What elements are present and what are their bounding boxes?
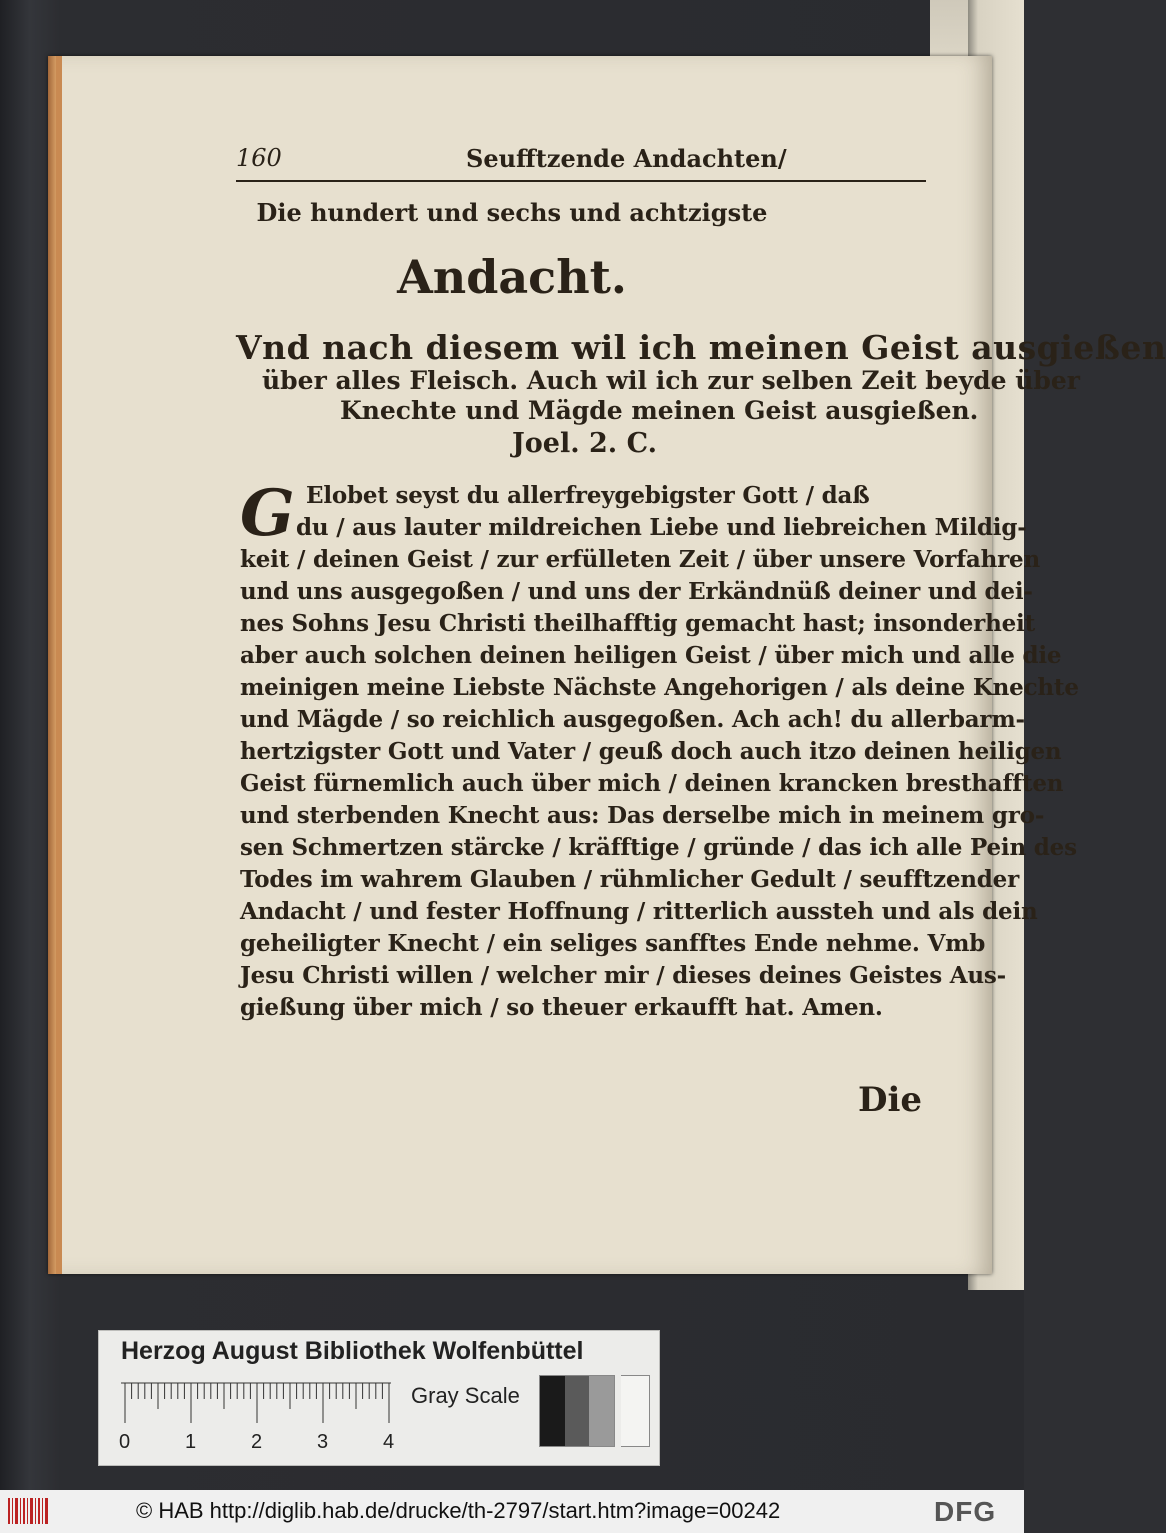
- drop-cap: G: [240, 476, 295, 551]
- ruler-number: 1: [185, 1431, 197, 1453]
- running-head: [236, 140, 926, 182]
- body-line: du / aus lauter mildreichen Liebe und liebreichen Mildig-: [296, 514, 1027, 541]
- body-line: Elobet seyst du allerfreygebigster Gott / daß: [306, 482, 870, 509]
- white-patch: [621, 1375, 650, 1447]
- grayscale-label: Gray Scale: [411, 1383, 520, 1408]
- gray-patch: [540, 1376, 565, 1446]
- body-line: hertzigster Gott und Vater / geuß doch auch itzo deinen heiligen: [240, 738, 1062, 765]
- body-line: und Mägde / so reichlich ausgegoßen. Ach ach! du allerbarm-: [240, 706, 1025, 733]
- body-line: gießung über mich / so theuer erkaufft hat. Amen.: [240, 994, 883, 1021]
- barcode-icon: [8, 1498, 48, 1524]
- devotion-number: Die hundert und sechs und achtzigste: [256, 198, 768, 227]
- dfg-logo: DFG: [934, 1496, 997, 1527]
- ruler-number: 3: [317, 1431, 329, 1453]
- body-line: nes Sohns Jesu Christi theilhafftig gemacht hast; insonderheit: [240, 610, 1036, 637]
- color-card: [98, 1330, 660, 1466]
- body-line: Geist fürnemlich auch über mich / deinen krancken bresthafften: [240, 770, 1064, 797]
- ruler-number: 0: [119, 1431, 131, 1453]
- ruler-number: 4: [383, 1431, 395, 1453]
- body-line: sen Schmertzen stärcke / kräfftige / gründe / das ich alle Pein des: [240, 834, 1077, 861]
- body-line: und sterbenden Knecht aus: Das derselbe mich in meinem gro-: [240, 802, 1045, 829]
- body-line: und uns ausgegoßen / und uns der Erkändnüß deiner und dei-: [240, 578, 1033, 605]
- page-number: 160: [236, 144, 282, 172]
- body-line: aber auch solchen deinen heiligen Geist / über mich und alle die: [240, 642, 1062, 669]
- verse-reference: Joel. 2. C.: [512, 428, 658, 459]
- ruler-number: 2: [251, 1431, 263, 1453]
- verse-line: Knechte und Mägde meinen Geist ausgießen.: [340, 396, 979, 425]
- body-line: geheiligter Knecht / ein seliges sanfftes Ende nehme. Vmb: [240, 930, 986, 957]
- body-line: Jesu Christi willen / welcher mir / dieses deines Geistes Aus-: [240, 962, 1007, 989]
- body-line: meinigen meine Liebste Nächste Angehorigen / als deine Knechte: [240, 674, 1079, 701]
- body-line: Andacht / und fester Hoffnung / ritterlich aussteh und als dein: [240, 898, 1038, 925]
- verse-line: über alles Fleisch. Auch wil ich zur selben Zeit beyde über: [262, 366, 1080, 395]
- devotion-title: Andacht.: [397, 250, 627, 304]
- body-line: keit / deinen Geist / zur erfülleten Zeit / über unsere Vorfahren: [240, 546, 1040, 573]
- ruler: [121, 1383, 391, 1427]
- footer-bar: [0, 1490, 1024, 1533]
- body-line: Todes im wahrem Glauben / rühmlicher Gedult / seufftzender: [240, 866, 1020, 893]
- catchword: Die: [858, 1080, 923, 1120]
- gray-patch: [589, 1376, 614, 1446]
- gray-patches: [539, 1375, 615, 1447]
- gray-patch: [565, 1376, 590, 1446]
- copyright-link[interactable]: © HAB http://diglib.hab.de/drucke/th-2797/start.htm?image=00242: [136, 1498, 781, 1523]
- verse-line: Vnd nach diesem wil ich meinen Geist ausgießen: [236, 328, 1166, 367]
- page-edge: [48, 56, 56, 1274]
- running-title: Seufftzende Andachten/: [466, 144, 787, 173]
- library-name: Herzog August Bibliothek Wolfenbüttel: [121, 1337, 584, 1365]
